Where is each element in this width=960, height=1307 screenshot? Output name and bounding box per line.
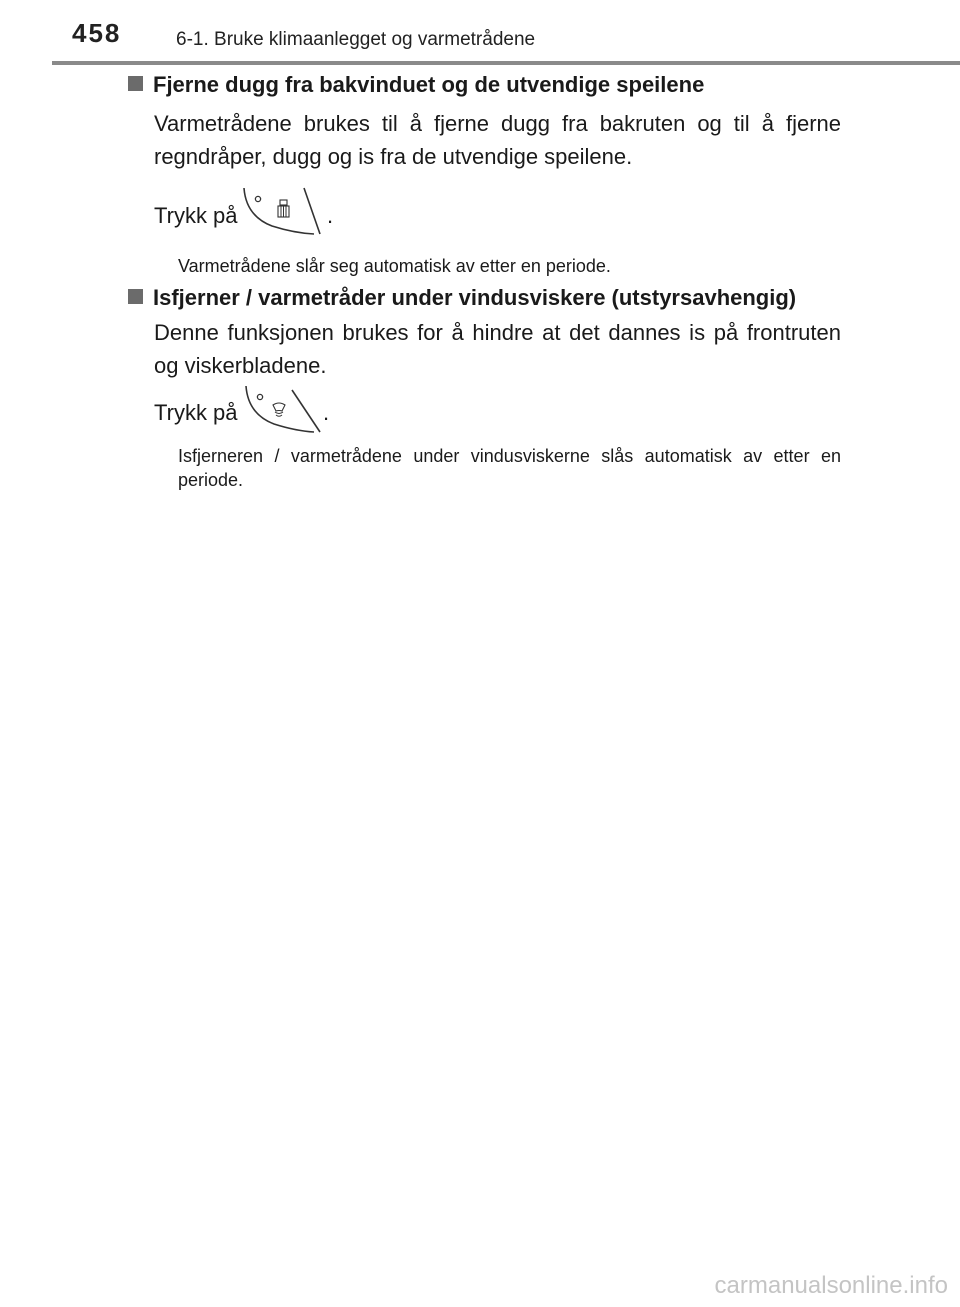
section-heading xyxy=(128,72,704,98)
press-period: . xyxy=(323,400,330,425)
press-label: Trykk på xyxy=(154,400,238,425)
press-label: Trykk på xyxy=(154,203,238,228)
windshield-wiper-deicer-icon xyxy=(242,384,324,440)
press-period: . xyxy=(327,203,334,228)
chapter-title: 6-1. Bruke klimaanlegget og varmetrådene xyxy=(176,29,536,50)
section-note: Varmetrådene slår seg automatisk av etter en periode. xyxy=(178,256,611,276)
section-heading-text: Isfjerner / varmetråder under vindusviskere (utstyrsavhengig) xyxy=(153,285,797,310)
page-number: 458 xyxy=(72,18,122,48)
section-heading xyxy=(128,285,796,311)
section-body: Denne funksjonen brukes for å hindre at det dannes is på frontruten og viskerbladene. xyxy=(154,320,841,378)
section-body: Varmetrådene brukes til å fjerne dugg fra bakruten og til å fjerne regndråper, dugg og is fra de utvendige speilene. xyxy=(154,111,841,169)
watermark: carmanualsonline.info xyxy=(714,1272,948,1299)
rear-defogger-icon xyxy=(242,186,324,242)
section-note: Isfjerneren / varmetrådene under vindusviskerne slås automatisk av etter en periode. xyxy=(178,446,841,490)
section-heading-text: Fjerne dugg fra bakvinduet og de utvendige speilene xyxy=(153,72,705,97)
header-divider xyxy=(52,61,960,65)
square-bullet-icon xyxy=(128,76,143,91)
square-bullet-icon xyxy=(128,289,143,304)
